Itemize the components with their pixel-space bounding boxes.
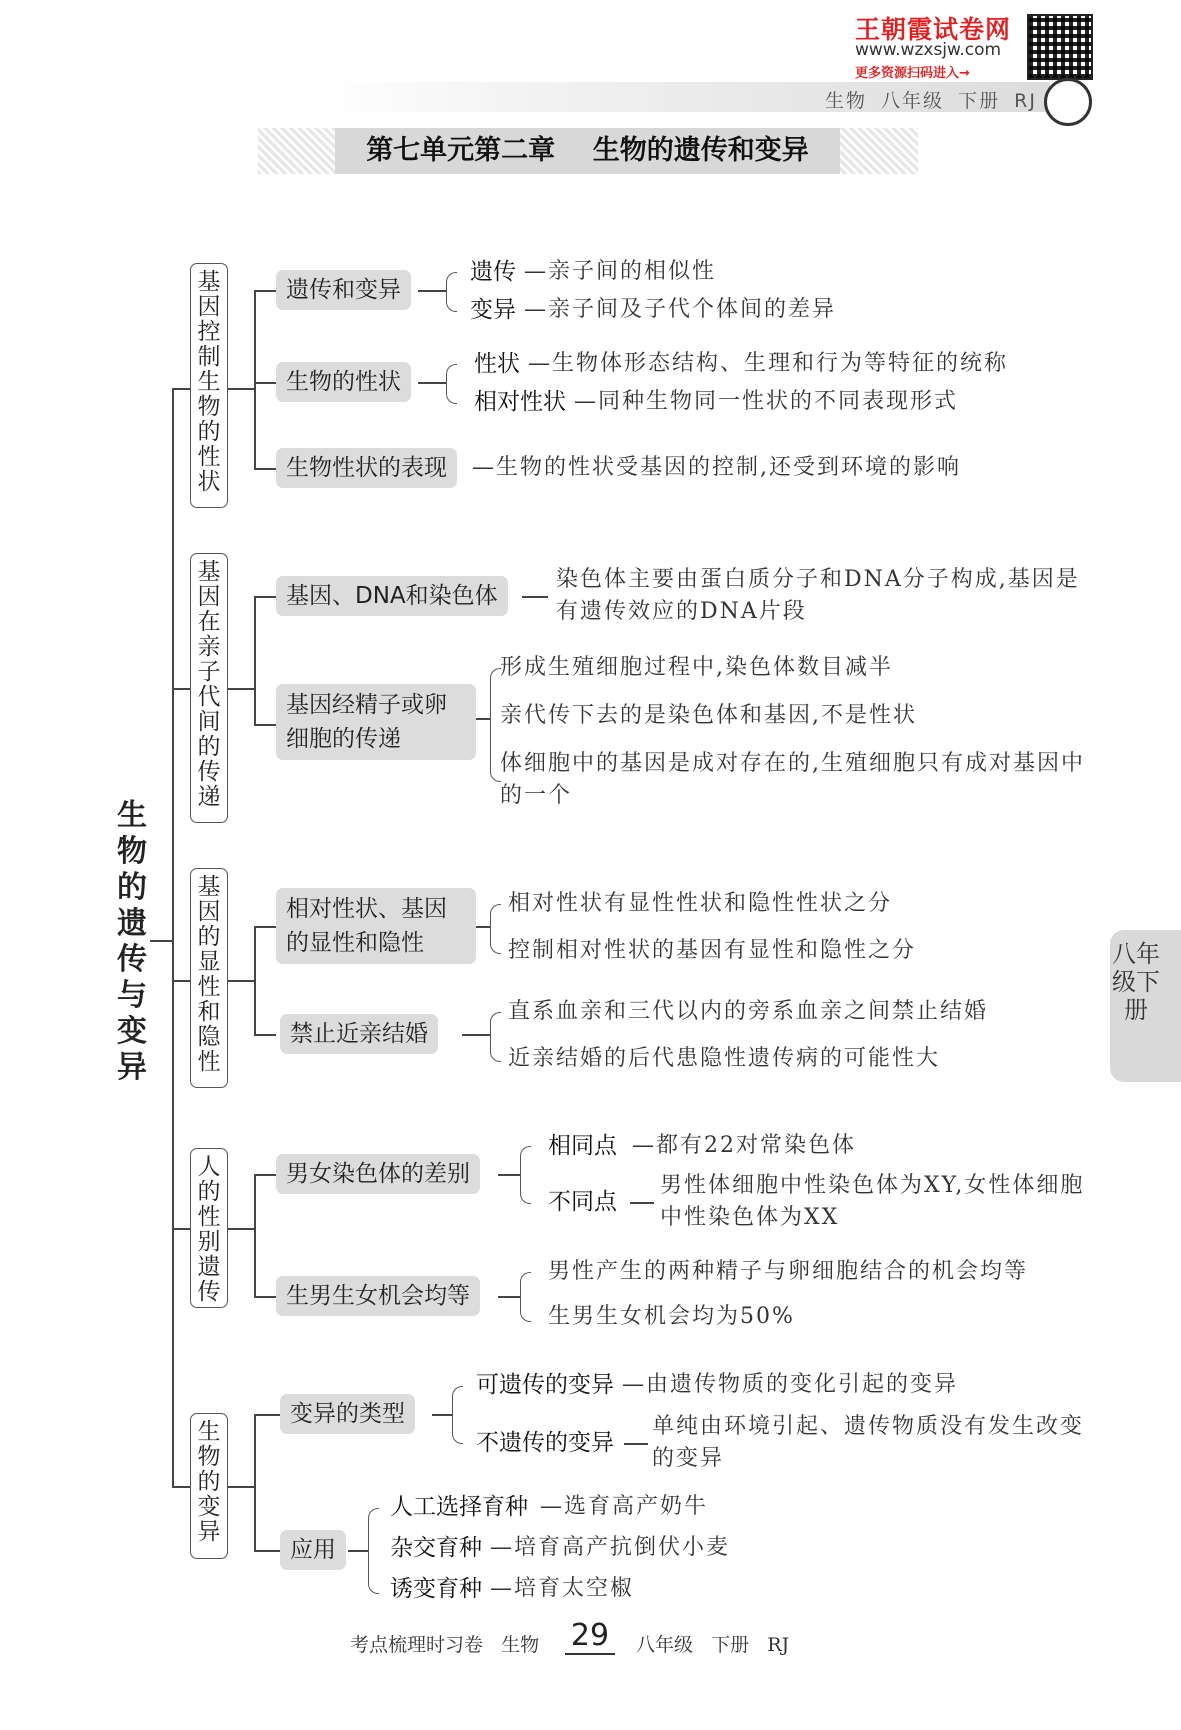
concept-node: 男女染色体的差别 <box>276 1154 480 1194</box>
description: 男性体细胞中性染色体为XY,女性体细胞中性染色体为XX <box>660 1173 1085 1230</box>
connector <box>254 926 276 928</box>
connector <box>228 1486 254 1488</box>
description: —培育高产抗倒伏小麦 <box>490 1535 731 1560</box>
connector <box>498 1174 520 1176</box>
seal-icon <box>1044 78 1092 126</box>
term: 变异 <box>470 297 516 323</box>
term: 人工选择育种 <box>390 1494 528 1520</box>
brace <box>452 1386 463 1444</box>
connector <box>522 596 548 598</box>
connector <box>630 1202 654 1204</box>
description: 控制相对性状的基因有显性和隐性之分 <box>508 938 917 963</box>
description: 体细胞中的基因是成对存在的,生殖细胞只有成对基因中的一个 <box>500 751 1085 808</box>
connector <box>172 388 190 390</box>
description: —亲子间的相似性 <box>524 259 717 284</box>
section-heading: 基因在亲子代间的传递 <box>190 553 228 823</box>
term: 性状 <box>474 351 520 377</box>
section-heading: 基因的显性和隐性 <box>190 868 228 1088</box>
description: 单纯由环境引起、遗传物质没有发生改变的变异 <box>652 1414 1085 1471</box>
description: —亲子间及子代个体间的差异 <box>524 297 837 322</box>
brace <box>520 1272 531 1322</box>
connector <box>348 1550 368 1552</box>
connector <box>254 1296 276 1298</box>
connector <box>476 926 490 928</box>
connector <box>418 382 446 384</box>
connector <box>624 1443 648 1445</box>
page-number: 29 <box>565 1618 615 1655</box>
connector <box>150 940 172 942</box>
brand-url[interactable]: www.wzxsjw.com <box>855 40 1002 60</box>
section-heading: 生物的变异 <box>190 1413 228 1559</box>
concept-node: 禁止近亲结婚 <box>280 1014 438 1054</box>
concept-node: 生物的性状 <box>276 362 411 402</box>
term: 遗传 <box>470 259 516 285</box>
grade-line: 生物 八年级 下册 RJ <box>825 90 1037 112</box>
brand-logo-text: 王朝霞试卷网 <box>855 15 1012 44</box>
description: 直系血亲和三代以内的旁系血亲之间禁止结婚 <box>508 999 989 1024</box>
brace <box>446 272 457 312</box>
connector <box>172 980 190 982</box>
connector <box>228 1228 254 1230</box>
connector <box>254 1414 256 1550</box>
concept-node: 相对性状、基因的显性和隐性 <box>276 888 476 964</box>
term: 不同点 <box>548 1189 617 1215</box>
connector <box>254 1174 256 1296</box>
term: 杂交育种 <box>390 1535 482 1561</box>
description: —都有22对常染色体 <box>632 1133 856 1158</box>
description: 男性产生的两种精子与卵细胞结合的机会均等 <box>548 1259 1029 1284</box>
connector <box>254 724 276 726</box>
brace <box>490 1012 501 1062</box>
connector <box>254 1034 276 1036</box>
connector <box>172 1228 190 1230</box>
brace <box>446 364 457 404</box>
brace <box>520 1146 531 1204</box>
connector <box>254 468 276 470</box>
scan-hint: 更多资源扫码进入→ <box>855 66 970 81</box>
footer-right: 八年级 下册 RJ <box>636 1634 790 1656</box>
concept-node: 生物性状的表现 <box>276 448 457 488</box>
description: 生男生女机会均为50% <box>548 1304 795 1329</box>
brace <box>490 904 501 954</box>
term: 相对性状 <box>474 389 566 415</box>
concept-node: 应用 <box>280 1530 346 1570</box>
term: 可遗传的变异 <box>476 1372 614 1398</box>
description: —生物的性状受基因的控制,还受到环境的影响 <box>472 455 961 480</box>
side-tab-label: 八年级下册 <box>1112 940 1160 1024</box>
page-title: 第七单元第二章 生物的遗传和变异 <box>335 128 840 174</box>
description: —培育太空椒 <box>490 1576 635 1601</box>
concept-node: 基因、DNA和染色体 <box>276 576 508 616</box>
qr-code-icon <box>1027 14 1093 80</box>
connector <box>498 1296 520 1298</box>
connector <box>254 1174 276 1176</box>
concept-node: 生男生女机会均等 <box>276 1276 480 1316</box>
connector <box>254 596 256 724</box>
connector <box>432 1414 452 1416</box>
connector <box>228 980 254 982</box>
connector <box>172 688 190 690</box>
term: 诱变育种 <box>390 1576 482 1602</box>
connector <box>228 388 254 390</box>
concept-node: 基因经精子或卵细胞的传递 <box>276 684 476 760</box>
description: —由遗传物质的变化引起的变异 <box>622 1372 959 1397</box>
root-topic: 生物的遗传与变异 <box>117 798 147 1085</box>
description: 相对性状有显性性状和隐性性状之分 <box>508 891 893 916</box>
brace <box>368 1508 379 1594</box>
section-heading: 基因控制生物的性状 <box>190 263 228 508</box>
description: 近亲结婚的后代患隐性遗传病的可能性大 <box>508 1046 941 1071</box>
section-heading: 人的性别遗传 <box>190 1148 228 1308</box>
description: —选育高产奶牛 <box>540 1494 709 1519</box>
connector <box>254 926 256 1034</box>
term: 不遗传的变异 <box>476 1430 614 1456</box>
description: 亲代传下去的是染色体和基因,不是性状 <box>500 703 917 728</box>
connector <box>254 1414 280 1416</box>
footer-left: 考点梳理时习卷 生物 <box>350 1634 540 1656</box>
concept-node: 变异的类型 <box>280 1394 415 1434</box>
description: 形成生殖细胞过程中,染色体数目减半 <box>500 655 893 680</box>
connector <box>172 388 174 1486</box>
connector <box>418 290 446 292</box>
description: 染色体主要由蛋白质分子和DNA分子构成,基因是有遗传效应的DNA片段 <box>556 567 1080 624</box>
connector <box>172 1486 190 1488</box>
connector <box>476 718 490 720</box>
connector <box>254 290 276 292</box>
description: —生物体形态结构、生理和行为等特征的统称 <box>528 351 1009 376</box>
connector <box>254 290 256 468</box>
term: 相同点 <box>548 1133 617 1159</box>
connector <box>254 382 276 384</box>
connector <box>228 688 254 690</box>
connector <box>254 596 276 598</box>
connector <box>254 1550 280 1552</box>
description: —同种生物同一性状的不同表现形式 <box>574 389 959 414</box>
concept-node: 遗传和变异 <box>276 270 411 310</box>
connector <box>462 1034 490 1036</box>
